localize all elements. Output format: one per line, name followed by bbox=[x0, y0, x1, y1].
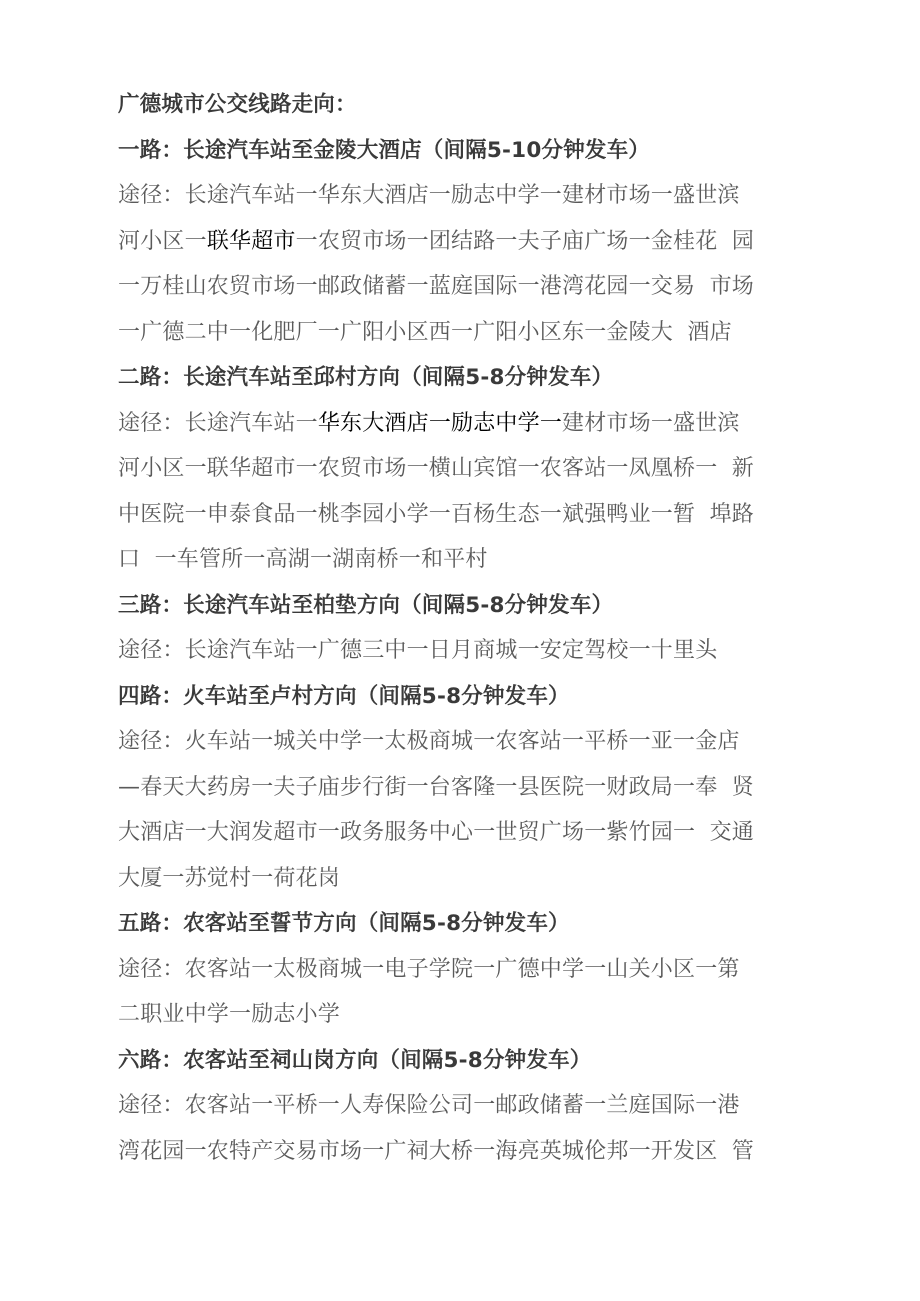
route-5-heading: 五路：农客站至誓节方向（间隔5-8分钟发车） bbox=[118, 911, 570, 936]
route-4-line-4 bbox=[118, 856, 818, 902]
route-text: 途径：农客站一太极商城一电子学院一广德中学一山关小区一第 bbox=[118, 956, 740, 982]
route-text: 大酒店一大润发超市一政务服务中心一世贸广场一紫竹园一 交通 bbox=[118, 820, 754, 845]
route-2-line-4 bbox=[118, 537, 818, 583]
route-text: 一农贸市场一团结路一夫子庙广场一金桂花 园 bbox=[295, 228, 755, 254]
route-6-line-2 bbox=[118, 1129, 818, 1175]
route-4-line-2 bbox=[118, 765, 818, 811]
route-3-heading: 三路：长途汽车站至柏垫方向（间隔5-8分钟发车） bbox=[118, 592, 614, 618]
route-4-line-1 bbox=[118, 719, 818, 765]
document-page bbox=[118, 82, 818, 1174]
route-5-line-2 bbox=[118, 992, 818, 1038]
route-1-heading: 一路：长途汽车站至金陵大酒店（间隔5-10分钟发车） bbox=[118, 137, 651, 163]
route-text: 建材市场一盛世滨 bbox=[562, 410, 740, 436]
route-text: 湾花园一农特产交易市场一广祠大桥一海亮英城伦邦一开发区 管 bbox=[118, 1138, 754, 1164]
route-1-line-3 bbox=[118, 264, 818, 310]
route-2-line-2 bbox=[118, 446, 818, 492]
route-text: 途径：农客站一平桥一人寿保险公司一邮政储蓄一兰庭国际一港 bbox=[118, 1093, 740, 1118]
route-text: 二职业中学一励志小学 bbox=[118, 1002, 341, 1027]
route-text: 河小区一 bbox=[118, 228, 207, 254]
route-text: 途径：火车站一城关中学一太极商城一农客站一平桥一亚一金店 bbox=[118, 729, 740, 754]
route-text: 中医院一申泰食品一桃李园小学一百杨生态一斌强鸭业一暂 埠路 bbox=[118, 501, 754, 527]
route-1-line-2 bbox=[118, 219, 818, 265]
route-text: —春天大药房一夫子庙步行街一台客隆一县医院一财政局一奉 贤 bbox=[118, 774, 754, 800]
route-3-line-1 bbox=[118, 628, 818, 674]
route-2-heading: 二路：长途汽车站至邱村方向（间隔5-8分钟发车） bbox=[118, 365, 614, 390]
route-text: 一广德二中一化肥厂一广阳小区西一广阳小区东一金陵大 酒店 bbox=[118, 319, 732, 345]
route-1-line-1 bbox=[118, 173, 818, 219]
route-text: 口 一车管所一高湖一湖南桥一和平村 bbox=[118, 547, 488, 572]
route-6-heading: 六路：农客站至祠山岗方向（间隔5-8分钟发车） bbox=[118, 1047, 592, 1073]
route-text: 大厦一苏觉村一荷花岗 bbox=[118, 865, 341, 891]
route-text-emphasis: 联华超市 bbox=[206, 228, 296, 254]
route-4-heading: 四路：火车站至卢村方向（间隔5-8分钟发车） bbox=[118, 683, 570, 709]
route-text: 河小区一联华超市一农贸市场一横山宾馆一农客站一凤凰桥一 新 bbox=[118, 456, 754, 481]
route-4-line-3 bbox=[118, 810, 818, 856]
route-6-line-1 bbox=[118, 1083, 818, 1129]
route-text: 途径：长途汽车站一广德三中一日月商城一安定驾校一十里头 bbox=[118, 638, 718, 663]
route-text: 途径：长途汽车站一华东大酒店一励志中学一建材市场一盛世滨 bbox=[118, 183, 740, 208]
route-5-line-1 bbox=[118, 947, 818, 993]
route-text: 一万桂山农贸市场一邮政储蓄一蓝庭国际一港湾花园一交易 市场 bbox=[118, 274, 754, 299]
route-text-emphasis: 华东大酒店一励志中学一 bbox=[317, 410, 563, 436]
route-text: 途径：长途汽车站一 bbox=[118, 410, 318, 436]
document-title: 广德城市公交线路走向： bbox=[118, 92, 357, 117]
route-2-line-1 bbox=[118, 401, 818, 447]
route-1-line-4 bbox=[118, 310, 818, 356]
route-2-line-3 bbox=[118, 492, 818, 538]
